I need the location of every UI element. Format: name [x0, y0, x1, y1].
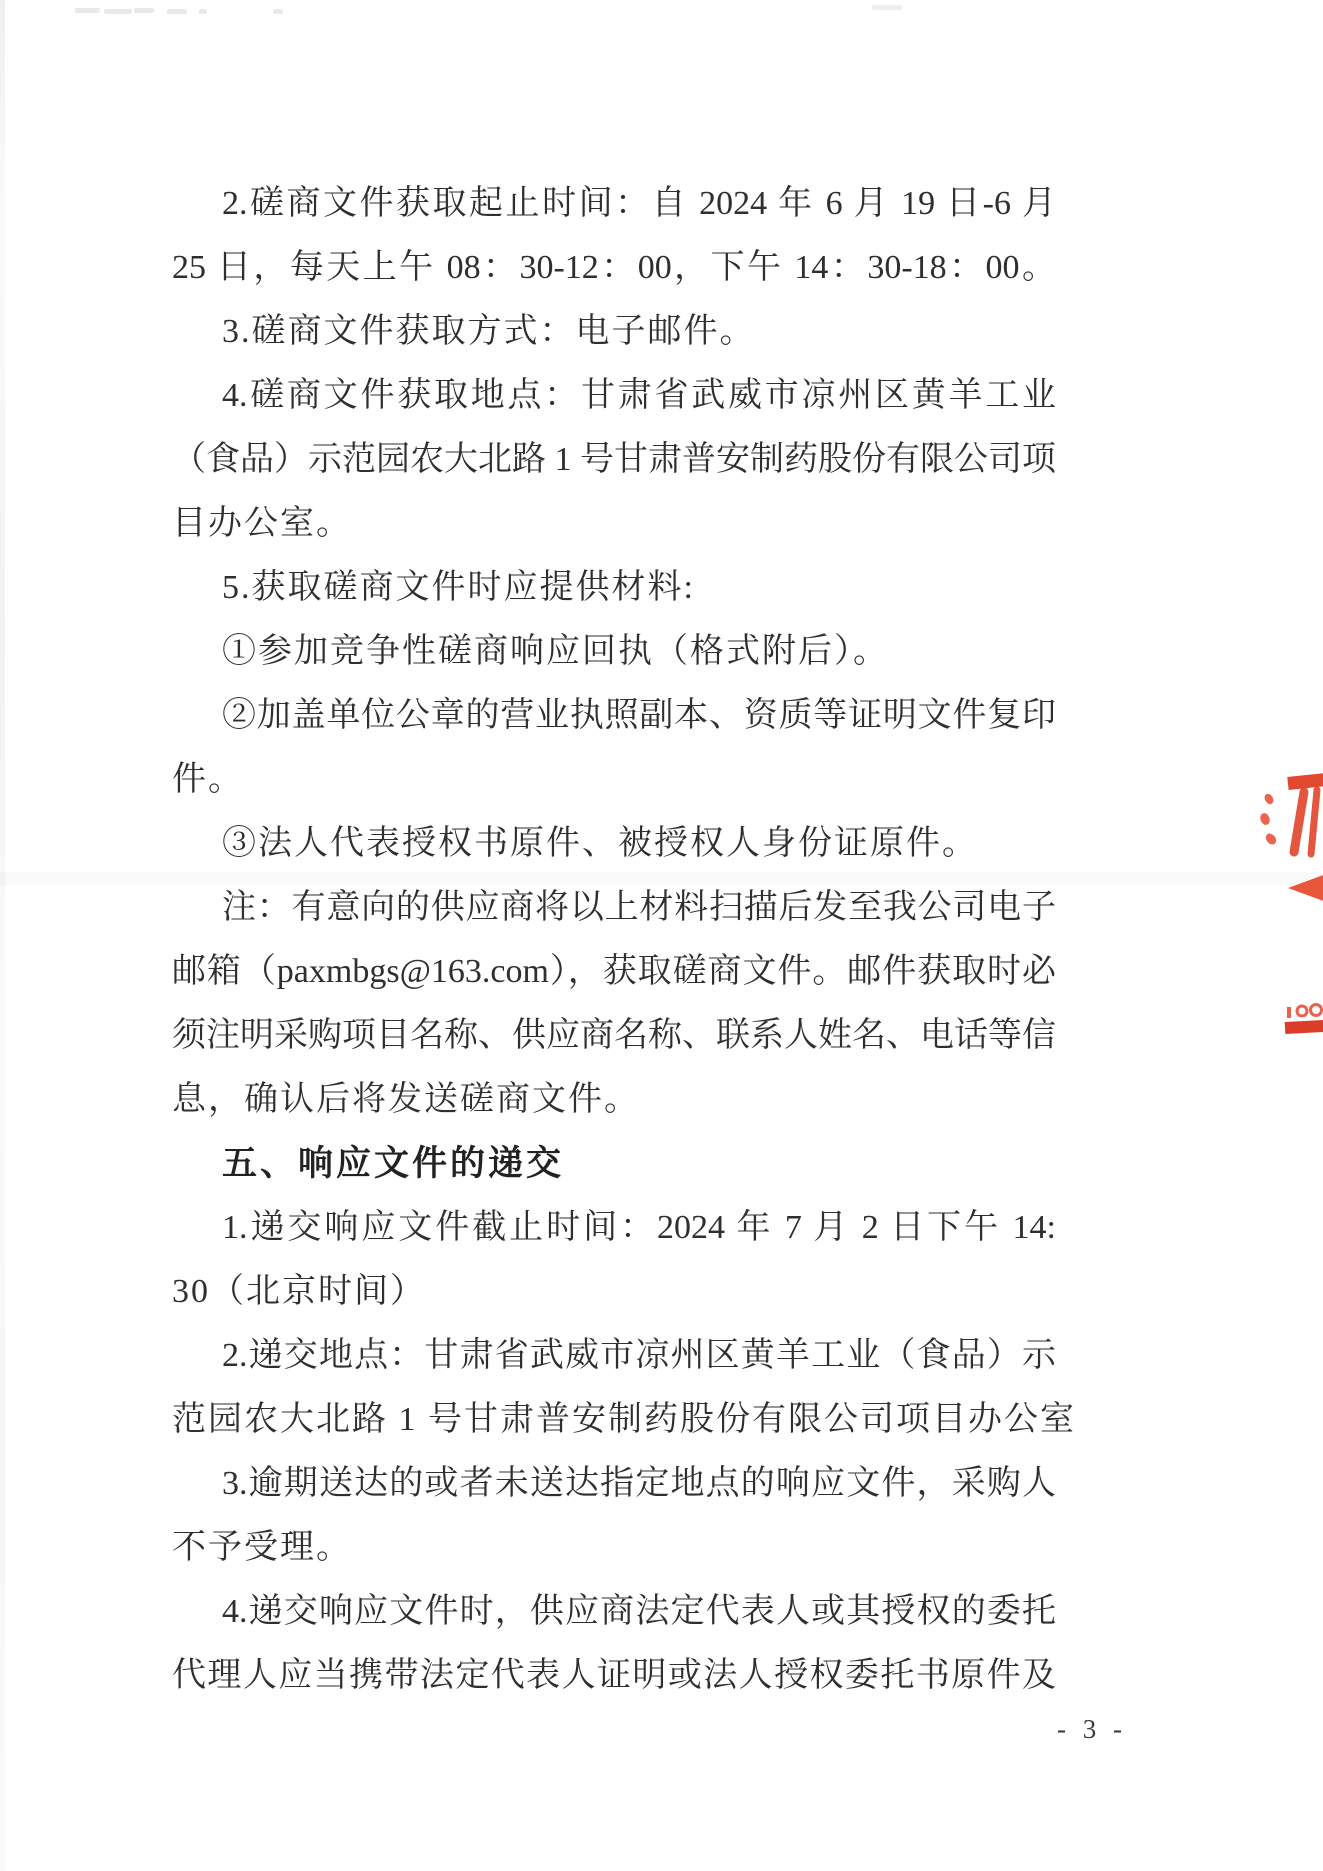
text-line: 范园农大北路 1 号甘肃普安制药股份有限公司项目办公室 — [172, 1401, 1076, 1438]
text-line: ③法人代表授权书原件、被授权人身份证原件。 — [222, 825, 978, 862]
seal-character-fragment — [1260, 790, 1317, 854]
scan-artifact — [872, 5, 902, 10]
text-line: ②加盖单位公章的营业执照副本、资质等证明文件复印 — [222, 697, 1056, 734]
text-line: 2.递交地点：甘肃省武威市凉州区黄羊工业（食品）示 — [222, 1337, 1056, 1374]
section-heading: 五、响应文件的递交 — [222, 1144, 565, 1183]
scan-artifact — [75, 8, 100, 13]
scan-edge-shadow — [0, 0, 5, 1871]
text-line: 30（北京时间） — [172, 1273, 426, 1310]
text-line: 代理人应当携带法定代表人证明或法人授权委托书原件及 — [172, 1657, 1056, 1694]
scan-artifact — [199, 9, 207, 14]
official-seal-stamp — [1260, 770, 1323, 1040]
text-line: 邮箱（paxmbgs@163.com），获取磋商文件。邮件获取时必 — [172, 953, 1056, 990]
scan-artifact — [104, 9, 132, 14]
text-line: 注：有意向的供应商将以上材料扫描后发至我公司电子 — [222, 889, 1056, 926]
text-line: 4.递交响应文件时，供应商法定代表人或其授权的委托 — [222, 1593, 1056, 1630]
scan-artifact — [134, 8, 154, 13]
text-line: 须注明采购项目名称、供应商名称、联系人姓名、电话等信 — [172, 1017, 1056, 1054]
scan-artifact — [167, 9, 187, 14]
text-line: 4.磋商文件获取地点：甘肃省武威市凉州区黄羊工业 — [222, 377, 1056, 414]
text-line: 不予受理。 — [172, 1529, 352, 1566]
text-line: 2.磋商文件获取起止时间：自 2024 年 6 月 19 日-6 月 — [222, 185, 1056, 222]
text-line: 3.逾期送达的或者未送达指定地点的响应文件，采购人 — [222, 1465, 1056, 1502]
body-text — [172, 172, 1076, 1708]
page-number: - 3 - — [1057, 1714, 1127, 1744]
scan-artifact — [273, 9, 283, 14]
text-line: 1.递交响应文件截止时间：2024 年 7 月 2 日下午 14: — [222, 1209, 1056, 1246]
text-line: 3.磋商文件获取方式：电子邮件。 — [222, 313, 756, 350]
text-line: 5.获取磋商文件时应提供材料: — [222, 569, 695, 606]
seal-bottom-bar — [1285, 1020, 1323, 1034]
text-line: （食品）示范园农大北路 1 号甘肃普安制药股份有限公司项 — [172, 441, 1056, 478]
text-line: 25 日，每天上午 08：30-12：00，下午 14：30-18：00。 — [172, 249, 1056, 286]
text-line: 息，确认后将发送磋商文件。 — [172, 1081, 640, 1118]
text-line: 件。 — [172, 761, 244, 798]
text-line: ①参加竞争性磋商响应回执（格式附后）。 — [222, 633, 889, 670]
seal-digits-fragment — [1287, 1005, 1322, 1019]
text-line: 目办公室。 — [172, 505, 352, 542]
